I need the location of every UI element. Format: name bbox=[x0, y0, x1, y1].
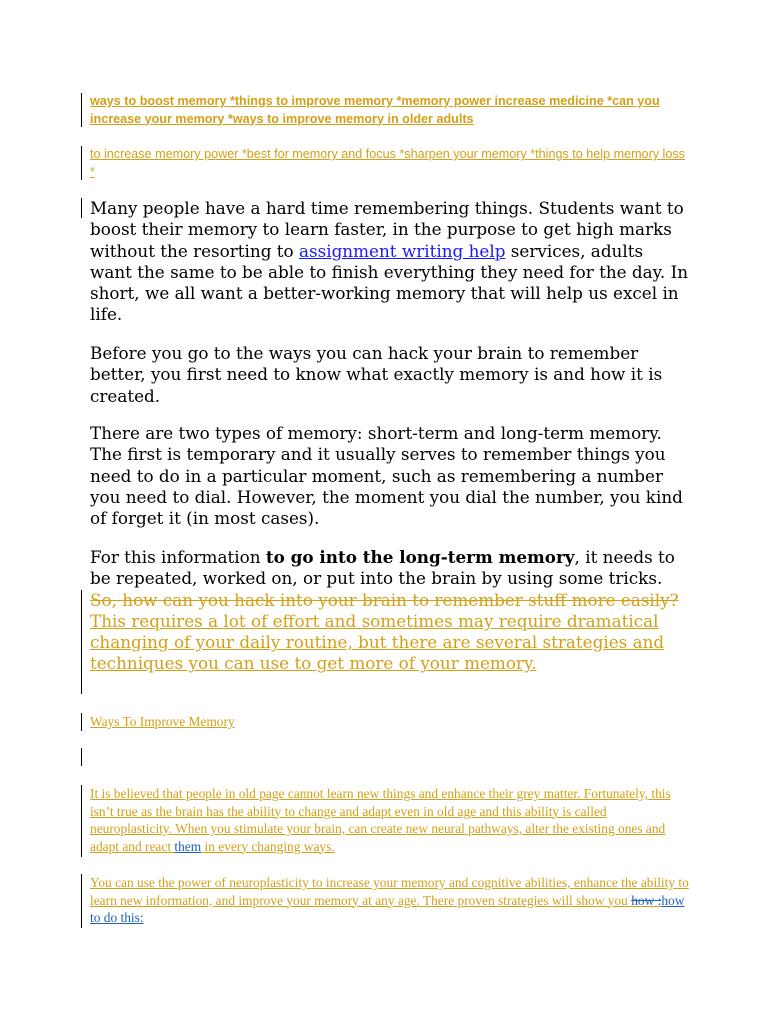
deleted-text: So, how can you hack into your brain to remember stuff more easily? bbox=[90, 589, 679, 610]
keywords-text: to increase memory power *best for memory and focus *sharpen your memory *things to help memory loss * bbox=[90, 147, 685, 179]
paragraph-text: in every changing ways. bbox=[201, 838, 335, 854]
inserted-text: how to do this: bbox=[90, 892, 685, 925]
keywords-line-2 bbox=[90, 146, 690, 181]
keywords-line-1 bbox=[90, 93, 690, 128]
paragraph-text: , it needs to be repeated, worked on, or put into the brain by using some tricks. bbox=[90, 547, 675, 589]
keywords-text: ways to boost memory *things to improve memory *memory power increase medicine *can you increase your memory *ways to improve memory in older adults bbox=[90, 94, 660, 126]
paragraph-neuroplasticity bbox=[90, 785, 690, 855]
paragraph-text: There are two types of memory: short-term and long-term memory. The first is temporary and it usually serves to remember things you need to do in a particular moment, such as remembering a number you need to dial. However, the moment you dial the number, you kind of forget it (in most cases). bbox=[90, 423, 683, 529]
paragraph-text: Many people have a hard time remembering things. Students want to boost their memory to learn faster, in the purpose to get high marks without the resorting to bbox=[90, 198, 684, 261]
change-bar bbox=[81, 748, 82, 766]
change-bar bbox=[81, 146, 82, 180]
bold-phrase: to go into the long-term memory bbox=[265, 547, 575, 567]
change-bar bbox=[81, 590, 82, 694]
paragraph-long-term bbox=[90, 547, 690, 675]
paragraph-text: Before you go to the ways you can hack your brain to remember better, you first need to know what exactly memory is and how it is created. bbox=[90, 343, 663, 406]
blue-word: them bbox=[174, 838, 202, 854]
section-heading bbox=[90, 713, 690, 731]
paragraph-text: services, adults want the same to be able to finish everything they need for the day. In short, we all want a better-working memory that will help us excel in life. bbox=[90, 240, 689, 325]
change-bar bbox=[81, 198, 82, 218]
paragraph-memory-types bbox=[90, 423, 690, 529]
paragraph-before-you-go bbox=[90, 343, 690, 407]
paragraph-text: You can use the power of neuroplasticity to increase your memory and cognitive abilities, enhance the ability to learn new information, and improve your memory at any age. There proven strategies will show you bbox=[90, 875, 689, 908]
paragraph-strategies bbox=[90, 874, 690, 927]
change-bar bbox=[81, 713, 82, 731]
heading-text: Ways To Improve Memory bbox=[90, 714, 235, 729]
assignment-writing-help-link[interactable]: assignment writing help bbox=[298, 240, 506, 261]
change-bar bbox=[81, 785, 82, 857]
deleted-text: how : bbox=[631, 892, 662, 908]
inserted-text: This requires a lot of effort and sometimes may require dramatical changing of your daily routine, but there are several strategies and techniques you can use to get more of your memory. bbox=[90, 610, 665, 674]
paragraph-intro bbox=[90, 198, 690, 326]
paragraph-text: It is believed that people in old page cannot learn new things and enhance their grey matter. Fortunately, this isn’t true as the brain has the ability to change and adapt even in old age and this ability is called neuroplasticity. When you stimulate your brain, can create new neural pathways, alter the existing ones and adapt and react bbox=[90, 786, 671, 854]
paragraph-text: For this information bbox=[90, 547, 266, 567]
change-bar bbox=[81, 874, 82, 928]
change-bar bbox=[81, 93, 82, 127]
